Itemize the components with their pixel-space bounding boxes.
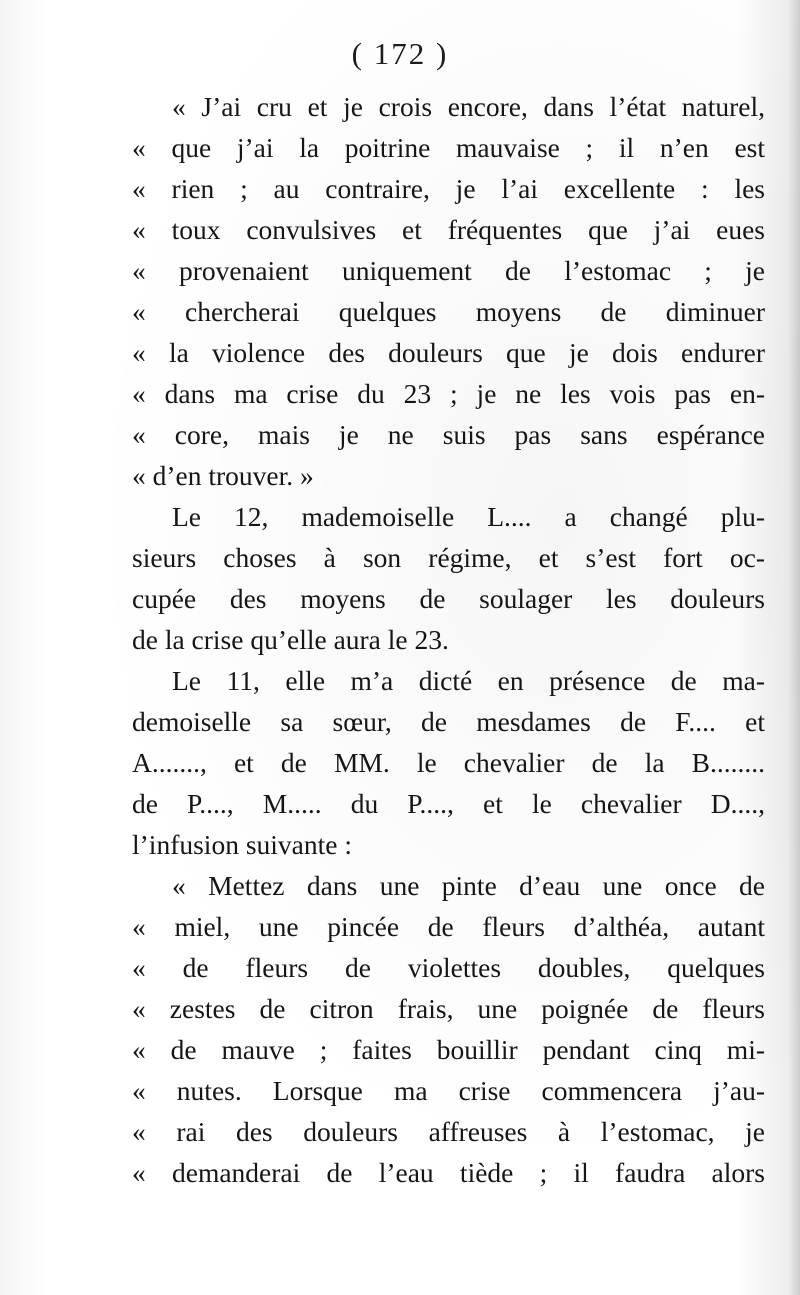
- text-line: « Mettez dans une pinte d’eau une once de: [172, 870, 765, 901]
- text-line: de P...., M..... du P...., et le chevalier D....,: [132, 788, 765, 819]
- text-line: l’infusion suivante :: [132, 829, 352, 860]
- text-line: « demanderai de l’eau tiède ; il faudra alors: [132, 1157, 765, 1188]
- text-line: « la violence des douleurs que je dois endurer: [132, 337, 765, 368]
- text-line: « core, mais je ne suis pas sans espérance: [132, 419, 765, 450]
- text-line: sieurs choses à son régime, et s’est fort oc-: [132, 542, 765, 573]
- text-line: « de mauve ; faites bouillir pendant cinq mi-: [132, 1034, 765, 1065]
- page-edge-shadow: [788, 0, 800, 1295]
- text-line: de la crise qu’elle aura le 23.: [132, 624, 449, 655]
- text-line: Le 11, elle m’a dicté en présence de ma-: [172, 665, 765, 696]
- text-line: « J’ai cru et je crois encore, dans l’état naturel,: [172, 91, 765, 122]
- text-line: « chercherai quelques moyens de diminuer: [132, 296, 765, 327]
- text-line: « toux convulsives et fréquentes que j’ai eues: [132, 214, 765, 245]
- text-line: « dans ma crise du 23 ; je ne les vois pas en-: [132, 378, 765, 409]
- text-line: « zestes de citron frais, une poignée de fleurs: [132, 993, 765, 1024]
- text-line: A......., et de MM. le chevalier de la B........: [132, 747, 765, 778]
- text-line: « nutes. Lorsque ma crise commencera j’au-: [132, 1075, 765, 1106]
- body-text: [132, 86, 765, 1193]
- text-line: demoiselle sa sœur, de mesdames de F.... et: [132, 706, 765, 737]
- text-line: cupée des moyens de soulager les douleurs: [132, 583, 765, 614]
- text-line: « rien ; au contraire, je l’ai excellente : les: [132, 173, 765, 204]
- text-line: Le 12, mademoiselle L.... a changé plu-: [172, 501, 765, 532]
- text-line: « provenaient uniquement de l’estomac ; je: [132, 255, 765, 286]
- text-line: « miel, une pincée de fleurs d’althéa, autant: [132, 911, 765, 942]
- page-number: ( 172 ): [351, 36, 449, 71]
- text-line: « d’en trouver. »: [132, 460, 314, 491]
- text-line: « que j’ai la poitrine mauvaise ; il n’en est: [132, 132, 765, 163]
- text-line: « de fleurs de violettes doubles, quelques: [132, 952, 765, 983]
- text-line: « rai des douleurs affreuses à l’estomac, je: [132, 1116, 765, 1147]
